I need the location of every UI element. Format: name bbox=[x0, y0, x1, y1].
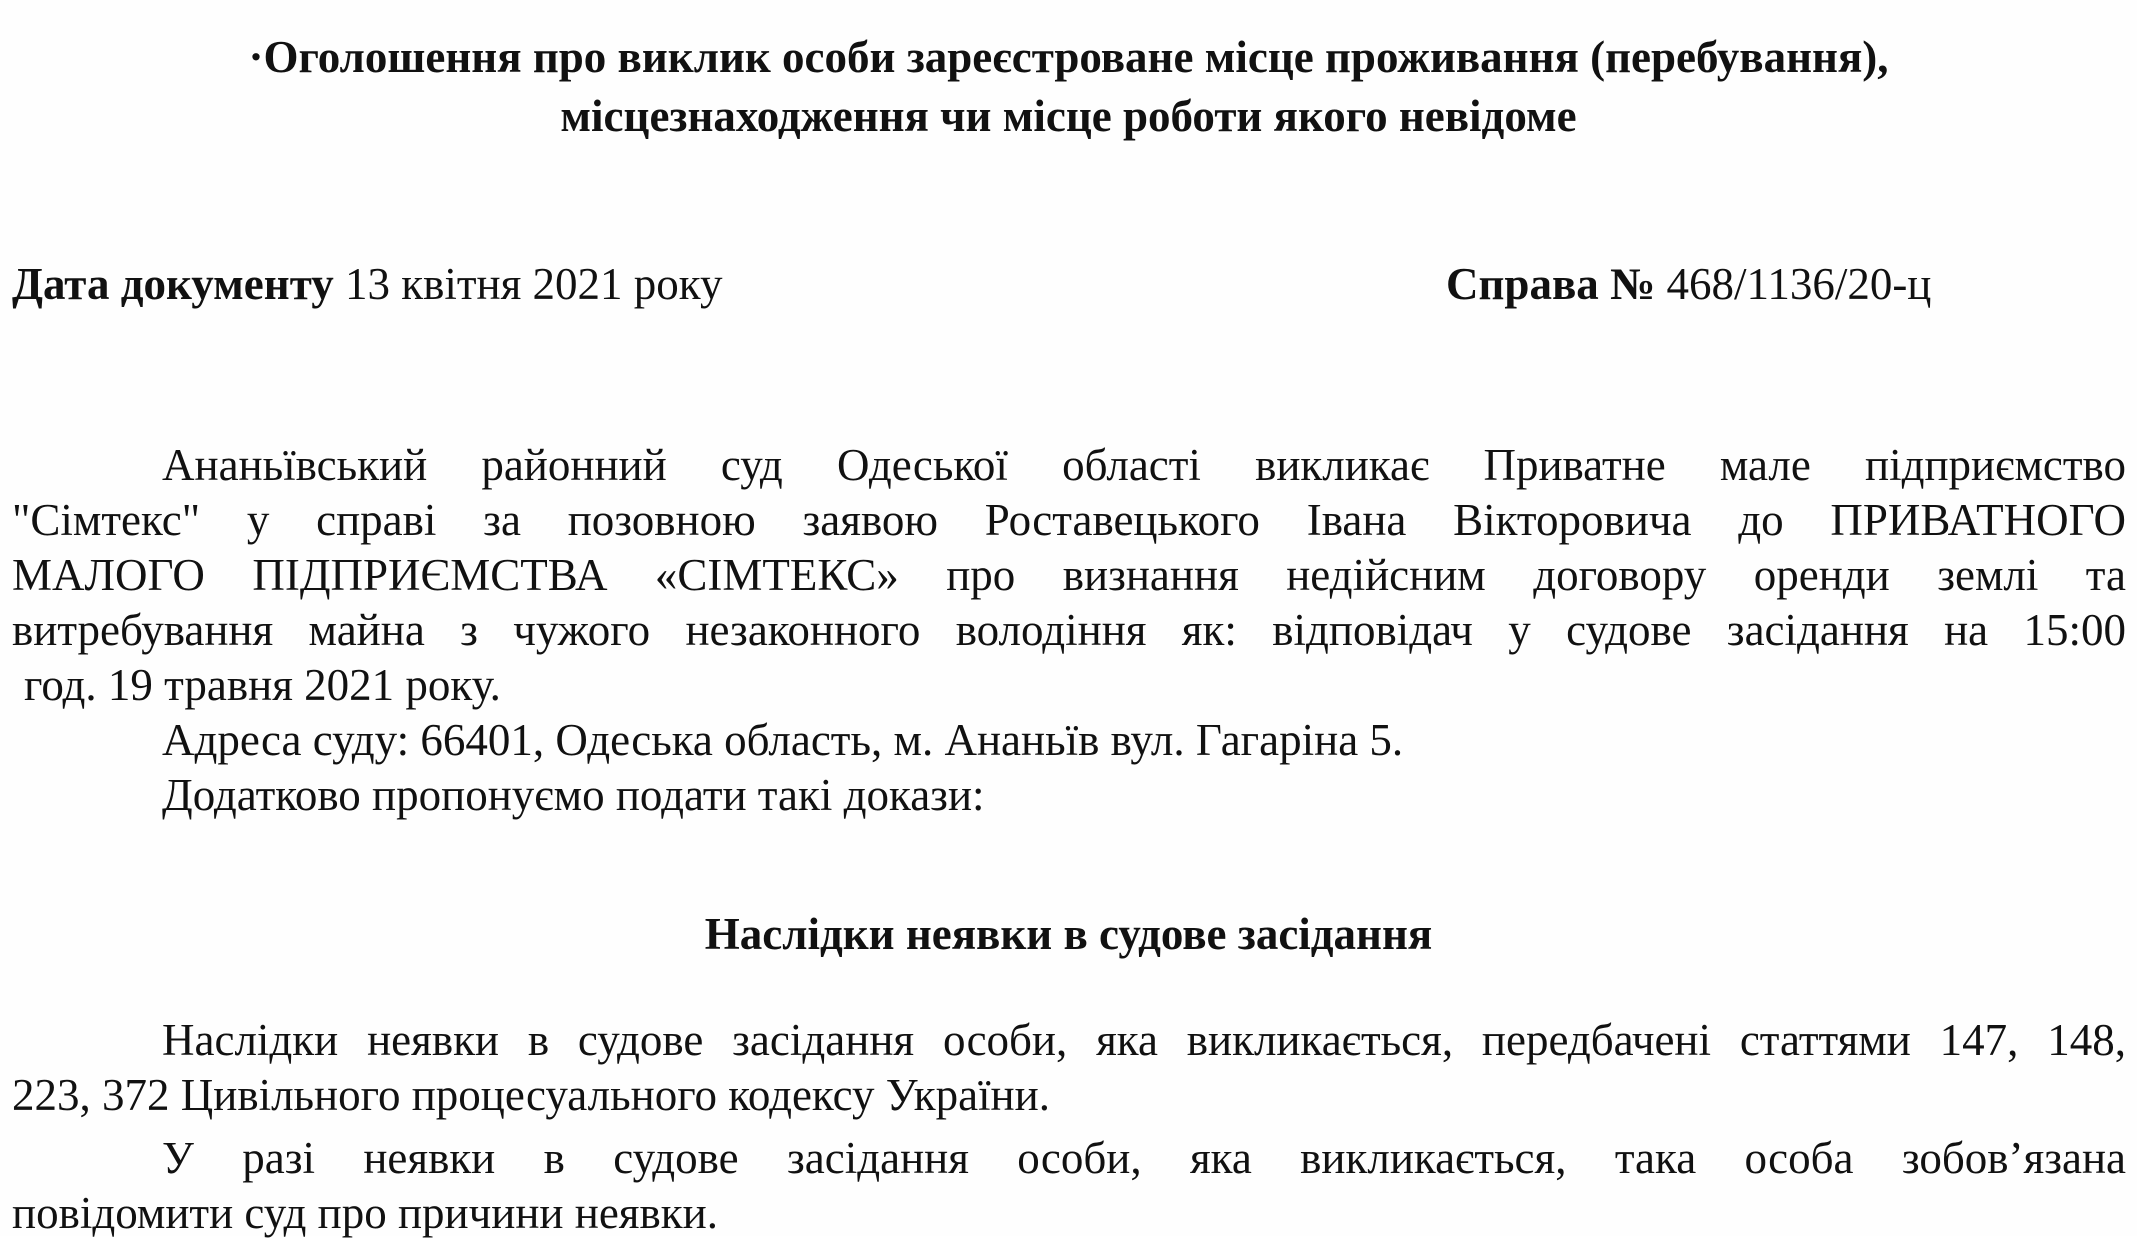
case-label: Справа № bbox=[1446, 259, 1656, 309]
document-date bbox=[12, 258, 723, 310]
consequences-line-2: 223, 372 Цивільного процесуального кодексу України. bbox=[12, 1070, 1050, 1120]
summons-paragraph bbox=[12, 438, 2126, 823]
title-line-2: місцезнаходження чи місце роботи якого невідоме bbox=[560, 91, 1577, 141]
summons-line-2: "Сімтекс" у справі за позовною заявою Роставецького Івана Вікторовича до ПРИВАТНОГО bbox=[12, 495, 2126, 545]
evidence-request: Додатково пропонуємо подати такі докази: bbox=[162, 770, 985, 820]
title-line-1: ·Оголошення про виклик особи зареєстроване місце проживання (перебування), bbox=[248, 32, 1889, 82]
summons-line-4: витребування майна з чужого незаконного володіння як: відповідач у судове засідання на 15:00 bbox=[12, 605, 2126, 655]
case-number bbox=[1446, 258, 1931, 310]
summons-line-3: МАЛОГО ПІДПРИЄМСТВА «СІМТЕКС» про визнання недійсним договору оренди землі та bbox=[12, 550, 2126, 600]
consequences-paragraph-2 bbox=[12, 1131, 2126, 1241]
consequences-line-4: повідомити суд про причини неявки. bbox=[12, 1188, 718, 1238]
date-value: 13 квітня 2021 року bbox=[344, 259, 723, 309]
document-title bbox=[0, 28, 2137, 146]
case-value: 468/1136/20-ц bbox=[1666, 259, 1932, 309]
date-label: Дата документу bbox=[12, 259, 334, 309]
court-address: Адреса суду: 66401, Одеська область, м. Ананьїв вул. Гагаріна 5. bbox=[162, 715, 1404, 765]
consequences-line-1: Наслідки неявки в судове засідання особи, яка викликається, передбачені статтями 147, 148, bbox=[162, 1015, 2126, 1065]
consequences-paragraph-1 bbox=[12, 1013, 2126, 1123]
consequences-heading: Наслідки неявки в судове засідання bbox=[704, 909, 1433, 959]
summons-line-1: Ананьївський районний суд Одеської області викликає Приватне мале підприємство bbox=[162, 440, 2126, 490]
summons-line-5: год. 19 травня 2021 року. bbox=[24, 660, 501, 710]
consequences-line-3: У разі неявки в судове засідання особи, яка викликається, така особа зобов’язана bbox=[162, 1133, 2126, 1183]
